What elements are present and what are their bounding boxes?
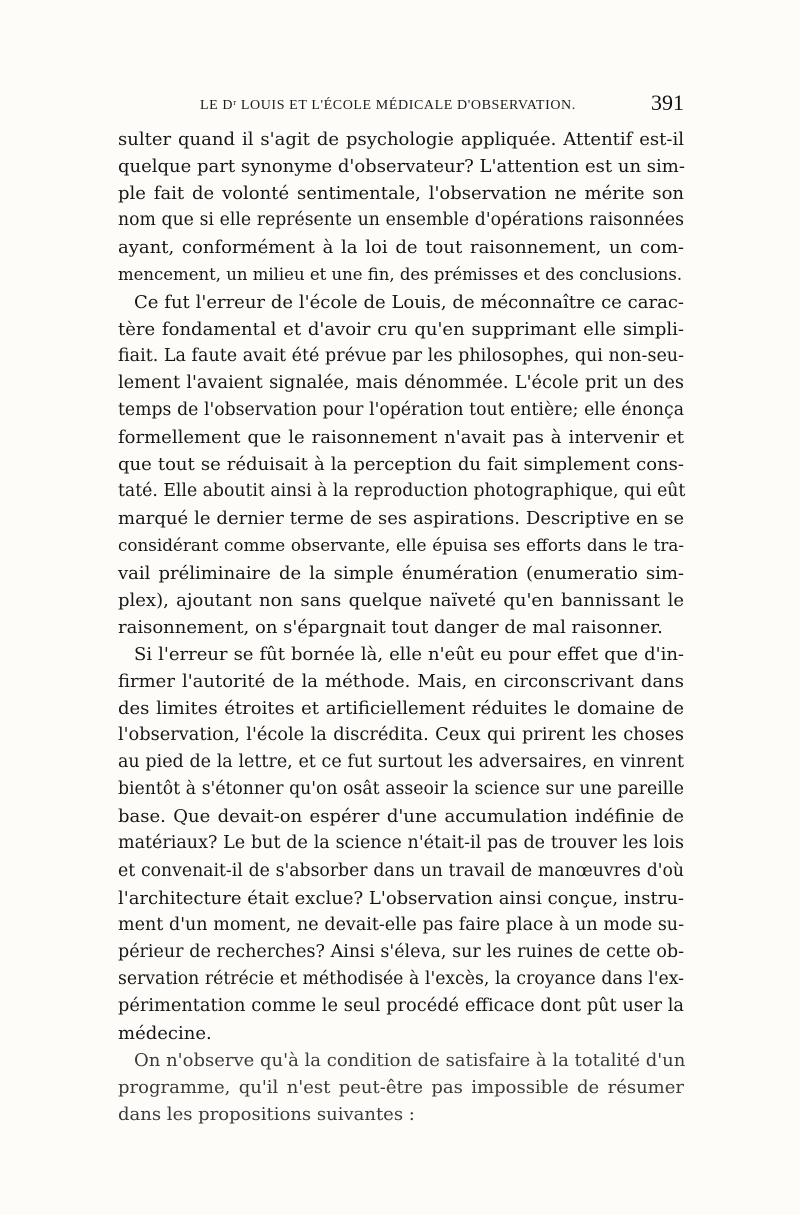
page-number: 391 [651, 90, 684, 115]
page-header [118, 86, 688, 116]
text-line: lement l'avaient signalée, mais dénommée. L'école prit un des [118, 372, 684, 393]
text-line: tère fondamental et d'avoir cru qu'en supprimant elle simpli- [118, 318, 684, 340]
text-line: raisonnement, on s'épargnait tout danger de mal raisonner. [118, 616, 663, 638]
text-line: programme, qu'il n'est peut-être pas impossible de résumer [118, 1077, 684, 1099]
running-title: LE Dʳ LOUIS ET L'ÉCOLE MÉDICALE D'OBSERVATION. [200, 98, 576, 113]
text-line: sulter quand il s'agit de psychologie appliquée. Attentif est-il [118, 129, 684, 150]
text-line: taté. Elle aboutit ainsi à la reproduction photographique, qui eût [118, 481, 686, 502]
text-line: marqué le dernier terme de ses aspirations. Descriptive en se [118, 508, 684, 530]
text-line: matériaux? Le but de la science n'était-il pas de trouver les lois [118, 833, 684, 854]
text-line: périeur de recherches? Ainsi s'éleva, sur les ruines de cette ob- [118, 941, 684, 962]
text-line: considérant comme observante, elle épuisa ses efforts dans le tra- [118, 535, 684, 556]
text-line: ayant, conformément à la loi de tout raisonnement, un com- [118, 237, 684, 259]
text-line: quelque part synonyme d'observateur? L'attention est un sim- [118, 156, 685, 178]
text-line: l'architecture était exclue? L'observation ainsi conçue, instru- [118, 887, 684, 909]
text-line: dans les propositions suivantes : [118, 1104, 415, 1126]
text-line: Si l'erreur se fût bornée là, elle n'eût eu pour effet que d'in- [134, 643, 684, 665]
text-line: nom que si elle représente un ensemble d'opérations raisonnées [118, 210, 684, 231]
body-text [118, 126, 684, 1128]
text-line: ment d'un moment, ne devait-elle pas faire place à un mode su- [118, 914, 684, 935]
text-line: plex), ajoutant non sans quelque naïveté qu'en bannissant le [118, 589, 684, 611]
text-line: fiait. La faute avait été prévue par les philosophes, qui non-seu- [118, 345, 684, 366]
text-line: que tout se réduisait à la perception du fait simplement cons- [118, 454, 684, 476]
text-line: l'observation, l'école la discrédita. Ceux qui prirent les choses [118, 725, 684, 746]
text-line: formellement que le raisonnement n'avait pas à intervenir et [118, 427, 684, 449]
text-line: vail préliminaire de la simple énumération (enumeratio sim- [118, 562, 684, 584]
text-line: au pied de la lettre, et ce fut surtout les adversaires, en vinrent [118, 752, 684, 773]
text-line: Ce fut l'erreur de l'école de Louis, de méconnaître ce carac- [134, 291, 684, 313]
text-line: médecine. [118, 1023, 212, 1045]
text-line: On n'observe qu'à la condition de satisfaire à la totalité d'un [134, 1050, 686, 1072]
text-line: servation rétrécie et méthodisée à l'excès, la croyance dans l'ex- [118, 968, 684, 989]
text-line: des limites étroites et artificiellement réduites le domaine de [118, 697, 684, 719]
text-line: base. Que devait-on espérer d'une accumulation indéfinie de [118, 806, 684, 828]
text-line: bientôt à s'étonner qu'on osât asseoir la science sur une pareille [118, 779, 684, 800]
text-line: temps de l'observation pour l'opération tout entière; elle énonça [118, 399, 684, 420]
text-line: et convenait-il de s'absorber dans un travail de manœuvres d'où [118, 860, 684, 881]
text-line: mencement, un milieu et une fin, des prémisses et des conclusions. [118, 265, 683, 285]
text-line: firmer l'autorité de la méthode. Mais, en circonscrivant dans [118, 670, 684, 692]
text-line: périmentation comme le seul procédé efficace dont pût user la [118, 996, 684, 1016]
text-line: ple fait de volonté sentimentale, l'observation ne mérite son [118, 183, 684, 205]
